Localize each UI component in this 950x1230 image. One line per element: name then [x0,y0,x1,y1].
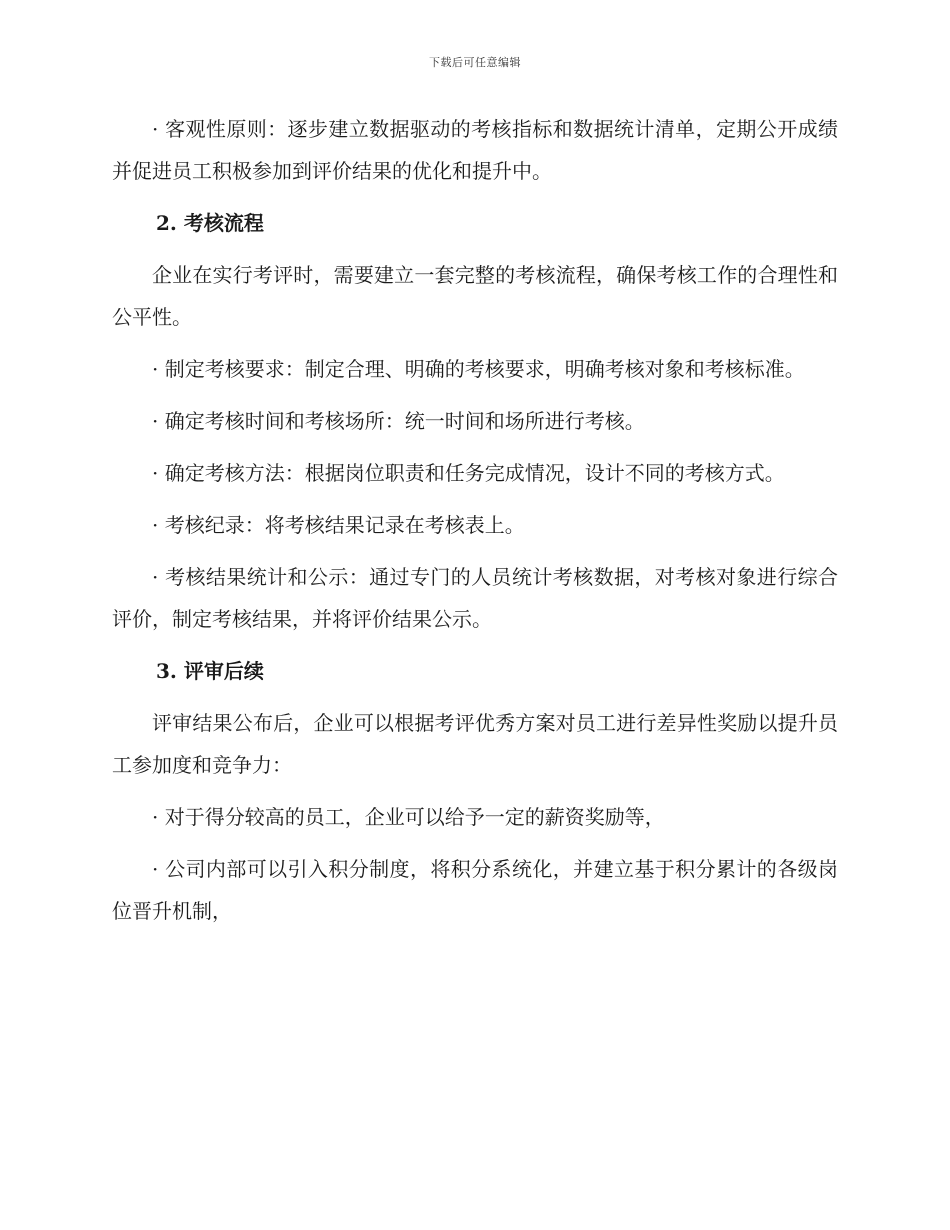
paragraph-points-system: · 公司内部可以引入积分制度，将积分系统化，并建立基于积分累计的各级岗位晋升机制， [112,857,838,923]
paragraph-time-and-place: · 确定考核时间和考核场所：统一时间和场所进行考核。 [152,409,645,433]
paragraph-objectivity-principle: · 客观性原则：逐步建立数据驱动的考核指标和数据统计清单，定期公开成绩并促进员工积极参加到评价结果的优化和提升中。 [112,117,838,183]
document-body [112,108,838,942]
page-header: 下载后可任意编辑 [429,56,521,69]
paragraph-salary-reward: · 对于得分较高的员工，企业可以给予一定的薪资奖励等， [152,805,665,829]
paragraph-assessment-method: · 确定考核方法：根据岗位职责和任务完成情况，设计不同的考核方式。 [152,461,785,485]
paragraph-assessment-record: · 考核纪录：将考核结果记录在考核表上。 [152,513,525,537]
paragraph-process-intro: 企业在实行考评时，需要建立一套完整的考核流程，确保考核工作的合理性和公平性。 [112,263,838,329]
paragraph-followup-intro: 评审结果公布后，企业可以根据考评优秀方案对员工进行差异性奖励以提升员工参加度和竞争力： [112,711,838,777]
section-heading-assessment-process: 2. 考核流程 [156,211,264,235]
section-heading-review-followup: 3. 评审后续 [156,659,264,683]
paragraph-statistics-and-publicity: · 考核结果统计和公示：通过专门的人员统计考核数据，对考核对象进行综合评价，制定考核结果，并将评价结果公示。 [112,565,838,631]
paragraph-set-requirements: · 制定考核要求：制定合理、明确的考核要求，明确考核对象和考核标准。 [152,357,805,381]
